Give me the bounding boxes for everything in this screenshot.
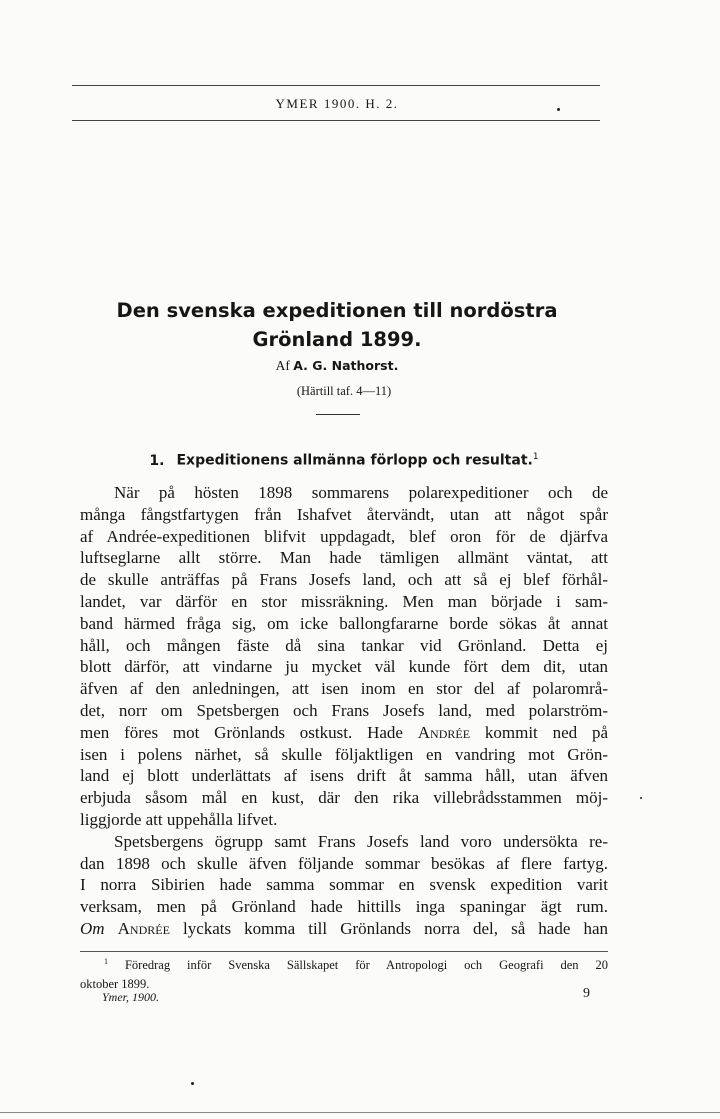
title-divider xyxy=(316,414,360,415)
title-line-2: Grönland 1899. xyxy=(252,328,422,351)
body-text xyxy=(80,482,608,940)
body-text-run: kommit ned på xyxy=(484,722,608,742)
author-prefix: Af xyxy=(275,358,290,373)
body-line: blott därför, att vindarne ju mycket väl kunde fört dem dit, utan xyxy=(80,657,608,677)
author-name-ref: Andrée xyxy=(117,918,170,938)
body-line: När på hösten 1898 sommarens polarexpeditioner och de xyxy=(114,483,608,502)
title-line-1: Den svenska expeditionen till nordöstra xyxy=(116,299,558,322)
body-line: håll, och mången fäste då sina tankar vid Grönland. Detta ej xyxy=(80,635,608,655)
footnote-line-2: oktober 1899. xyxy=(80,977,150,992)
section-heading xyxy=(74,452,614,469)
article-title xyxy=(74,296,600,354)
body-line: verksam, men på Grönland hade hittills inga spaningar ägt rum. xyxy=(80,897,608,917)
section-footnote-mark: 1 xyxy=(532,452,539,462)
body-line: land ej blott underlättats af isens drift åt samma håll, utan äfven xyxy=(80,766,608,786)
header-top-rule xyxy=(72,85,600,86)
body-text-run: Om xyxy=(80,918,105,938)
body-line: landet, var därför en stor missräkning. Men man började i sam- xyxy=(80,591,608,611)
footnote-mark: 1 xyxy=(104,957,108,966)
author-line xyxy=(74,358,600,374)
speck-mark xyxy=(557,108,560,111)
speck-mark xyxy=(640,797,642,799)
body-line: dan 1898 och skulle äfven följande sommar besökas af flere fartyg. xyxy=(80,853,608,873)
body-line: luftseglarne allt större. Man hade tämligen allmänt väntat, att xyxy=(80,548,608,568)
page-edge-line xyxy=(0,1112,720,1113)
journal-signature: Ymer, 1900. xyxy=(102,990,160,1004)
body-line: äfven af den anledningen, att isen inom en stor del af polarområ- xyxy=(80,679,608,699)
body-line: de skulle anträffas på Frans Josefs land, och att så ej blef förhål- xyxy=(80,570,608,590)
body-text-run: lyckats komma till Grönlands norra del, så hade han xyxy=(182,918,608,938)
body-line: många fångstfartygen från Ishafvet återvändt, utan att något spår xyxy=(80,504,608,524)
running-header: YMER 1900. H. 2. xyxy=(275,96,399,111)
body-line xyxy=(80,918,608,940)
body-line xyxy=(80,722,608,744)
page-number: 9 xyxy=(583,986,590,1001)
speck-mark xyxy=(191,1082,194,1085)
plates-note: (Härtill taf. 4—11) xyxy=(296,384,392,398)
body-line: Spetsbergens ögrupp samt Frans Josefs land voro undersökta re- xyxy=(114,831,608,851)
section-number: 1. xyxy=(149,452,165,469)
body-line: band härmed fråga sig, om icke ballongfararne borde sökas åt annat xyxy=(80,613,608,633)
body-text-run: men föres mot Grönlands ostkust. Hade xyxy=(80,722,403,742)
footnote-line-1 xyxy=(80,952,608,975)
body-line: liggjorde att uppehålla lifvet. xyxy=(80,809,278,829)
section-title: Expeditionens allmänna förlopp och resultat. xyxy=(176,452,533,469)
author-name-ref: Andrée xyxy=(417,722,471,742)
header-bottom-rule xyxy=(72,120,600,121)
footnote xyxy=(80,952,608,994)
body-line: isen i polens närhet, så skulle följaktligen en vandring mot Grön- xyxy=(80,744,608,764)
footnote-text: Föredrag inför Svenska Sällskapet för Antropologi och Geografi den 20 xyxy=(124,958,608,973)
author-name: A. G. Nathorst. xyxy=(293,358,399,373)
body-line: I norra Sibirien hade samma sommar en svensk expedition varit xyxy=(80,875,608,895)
body-line: af Andrée-expeditionen blifvit uppdagadt, blef oron för de djärfva xyxy=(80,526,608,546)
body-line: erbjuda såsom mål en kust, där den rika villebrådsstammen möj- xyxy=(80,788,608,808)
body-line: det, norr om Spetsbergen och Frans Josefs land, med polarström- xyxy=(80,700,608,720)
